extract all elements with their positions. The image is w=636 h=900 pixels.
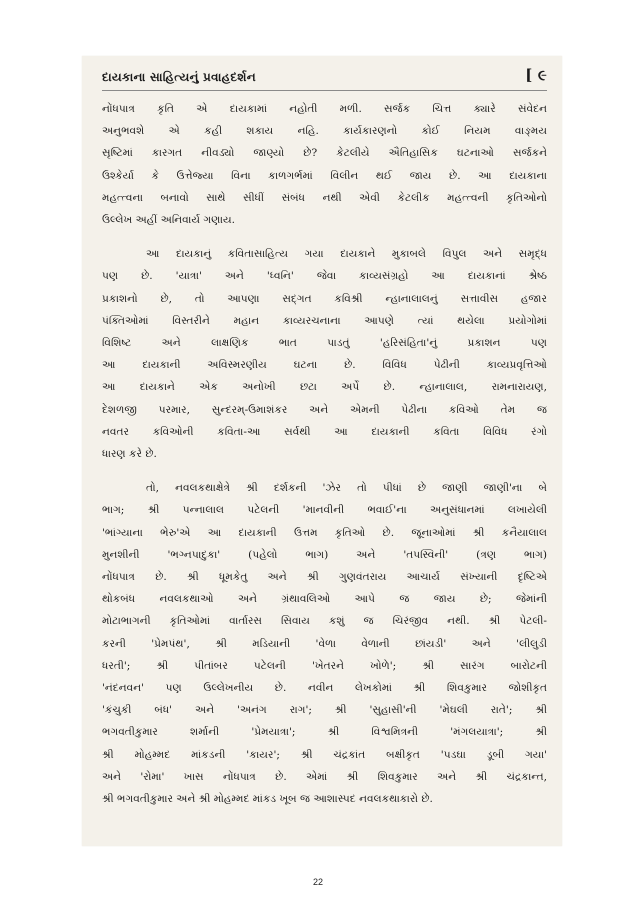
text-line: મુનશીની 'ભગ્નપાદુકા' (પહેલો ભાગ) અને 'તપસ્વિની' (ત્રણ ભાગ) — [102, 548, 547, 561]
running-header-page-mark: [ ૯ — [525, 66, 547, 84]
text-line: અનુભવશે એ કહી શકાય નહિ. કાર્યકારણનો કોઈ નિયમ વાઙ્મય — [102, 125, 547, 138]
text-line: 'કંચુકી બંધ' અને 'અનંગ રાગ'; શ્રી 'સુહાસી'ની 'મેઘલી રાતે'; શ્રી — [102, 704, 547, 717]
text-line: ધારણ કરે છે. — [102, 448, 157, 461]
text-line: વિશિષ્ટ અને લાક્ષણિક ભાત પાડતું 'હરિસંહિતા'નું પ્રકાશન પણ — [102, 337, 547, 350]
running-header — [102, 66, 547, 88]
body-text — [102, 98, 547, 822]
paragraph — [102, 243, 547, 465]
text-line: પ્રકાશનો છે, તો આપણા સદ્ગત કવિશ્રી ન્હાનાલાલનું સત્તાવીસ હજાર — [102, 292, 547, 305]
text-line: શ્રી ભગવતીકુમાર અને શ્રી મોહમ્મદ માંકડ ખૂબ જ આશાસ્પદ નવલકથાકારો છે. — [102, 793, 433, 806]
text-line: નોંધપાત્ર કૃતિ એ દાયકામાં નહોતી મળી. સર્જક ચિત્ત ક્યારે સંવેદન — [102, 103, 547, 115]
text-line: આ દાયકાને એક અનોખી છટા અર્પે છે. ન્હાનાલાલ, રામનારાયણ, — [102, 381, 547, 394]
text-line: ધરતી'; શ્રી પીતાંબર પટેલની 'ખેતરને ખોળે'; શ્રી સારંગ બારોટની — [102, 659, 547, 672]
text-line: અને 'રોમા' ખાસ નોંધપાત્ર છે. એમાં શ્રી શિવકુમાર અને શ્રી ચંદ્રકાન્ત, — [102, 770, 547, 783]
page-number: 22 — [312, 877, 323, 887]
text-line: ઉલ્લેખ અહીં અનિવાર્ય ગણાય. — [102, 214, 236, 227]
text-line: કરની 'પ્રેમપંથ', શ્રી મડિયાની 'વેળા વેળાની છાંયડી' અને 'લીલુડી — [102, 637, 547, 650]
text-line: દેશળજી પરમાર, સુન્દરમ્-ઉમાશંકર અને એમની પેઢીના કવિઓ તેમ જ — [102, 403, 547, 416]
text-line: આ દાયકાની અવિસ્મરણીય ઘટના છે. વિવિધ પેઢીની કાવ્યપ્રવૃત્તિઓ — [102, 359, 547, 372]
text-line: મોટાભાગની કૃતિઓમાં વાર્તારસ સિવાય કશું જ ચિરંજીવ નથી. શ્રી પેટલી- — [102, 615, 547, 628]
text-line: 'ભાંગ્યાના ભેરુ'એ આ દાયકાની ઉત્તમ કૃતિઓ છે. જૂનાઓમાં શ્રી કનૈયાલાલ — [102, 526, 547, 539]
paragraph — [102, 477, 547, 810]
text-line: શ્રી મોહમ્મદ માંકડની 'કાયર'; શ્રી ચંદ્રકાંત બક્ષીકૃત 'પડઘા ડૂબી ગયા' — [102, 748, 547, 761]
text-line: 'નંદનવન' પણ ઉલ્લેખનીય છે. નવીન લેખકોમાં શ્રી શિવકુમાર જોશીકૃત — [102, 682, 547, 695]
text-line: પંક્તિઓમાં વિસ્તરીને મહાન કાવ્યરચનાના આપણે ત્યાં થયેલા પ્રયોગોમાં — [102, 314, 547, 327]
text-line: મહત્ત્વના બનાવો સાથે સીધીં સંબંધ નથી એવી કેટલીક મહત્ત્વની કૃતિઓનો — [102, 191, 547, 204]
running-header-title: દાયકાના સાહિત્યનું પ્રવાહદર્શન — [102, 70, 256, 84]
text-line: નોંધપાત્ર છે. શ્રી ધૂમકેતુ અને શ્રી ગુણવંતરાય આચાર્ય સંખ્યાની દૃષ્ટિએ — [102, 571, 547, 584]
text-line: ભાગ; શ્રી પન્નાલાલ પટેલની 'માનવીની ભવાઈ'ના અનુસંધાનમાં લખાયેલી — [102, 504, 547, 517]
text-line: આ દાયકાનું કવિતાસાહિત્ય ગયા દાયકાને મુકાબલે વિપુલ અને સમૃદ્ધ — [146, 248, 547, 261]
text-line: પણ છે. 'યાત્રા' અને 'ધ્વનિ' જેવા કાવ્યસંગ્રહો આ દાયકાનાં શ્રેષ્ઠ — [102, 270, 547, 283]
text-line: તો, નવલકથાક્ષેત્રે શ્રી દર્શકની 'ઝેર તો પીધાં છે જાણી જાણી'ના બે — [146, 482, 547, 495]
text-line: ભગવતીકુમાર શર્માની 'પ્રેમયાત્રા'; શ્રી વિશ્વમિત્રની 'મંગલયાત્રા'; શ્રી — [102, 726, 547, 739]
text-line: સૃષ્ટિમાં કારગત નીવડ્યો જાણ્યો છે? કેટલીયે ઐતિહાસિક ઘટનાઓ સર્જકને — [102, 147, 547, 160]
text-line: ઉશ્કેર્યા કે ઉત્તેજ્યા વિના કાળગર્ભમાં વિલીન થઈ જાય છે. આ દાયકાના — [102, 169, 547, 182]
text-line: નવતર કવિઓની કવિતા-આ સર્વથી આ દાયકાની કવિતા વિવિધ રંગો — [102, 425, 547, 438]
header-divider — [102, 90, 547, 91]
paragraph — [102, 98, 547, 231]
text-line: થોકબંધ નવલકથાઓ અને ગ્રંથાવલિઓ આપે જ જાય છે; જેમાંની — [102, 593, 547, 606]
